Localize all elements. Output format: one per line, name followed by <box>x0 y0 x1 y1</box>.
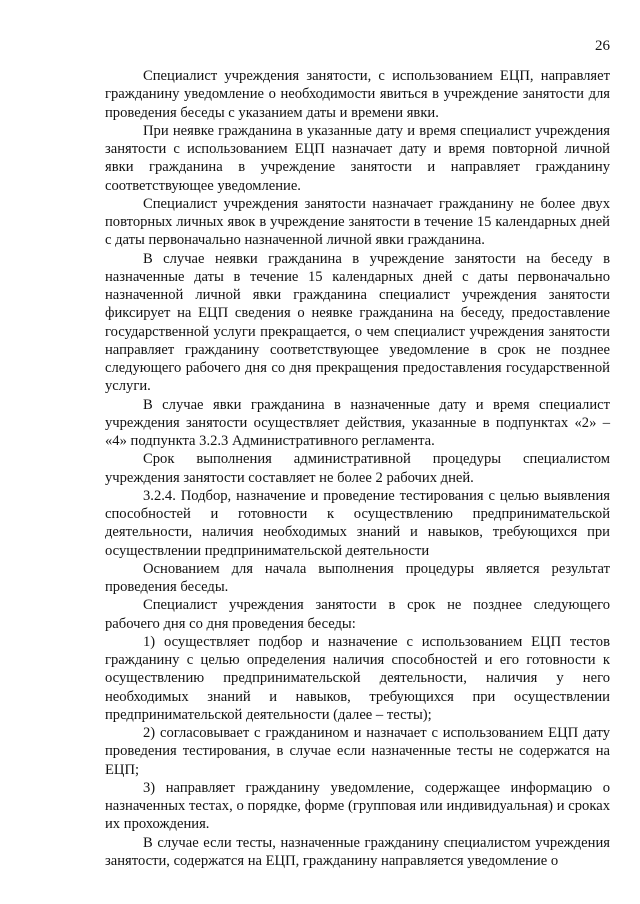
paragraph: Основанием для начала выполнения процедуры является результат проведения беседы. <box>105 560 610 595</box>
paragraph: В случае явки гражданина в назначенные дату и время специалист учреждения занятости осуществляет действия, указанные в подпунктах «2» – «4» подпункта 3.2.3 Административного регламента. <box>105 396 610 449</box>
paragraph: В случае если тесты, назначенные гражданину специалистом учреждения занятости, содержатся на ЕЦП, гражданину направляется уведомление о <box>105 834 610 869</box>
paragraph: В случае неявки гражданина в учреждение занятости на беседу в назначенные даты в течение 15 календарных дней с даты первоначально назначенной личной явки гражданина специалист учреждения занятости фиксирует на ЕЦП сведения о неявке гражданина на беседу, предоставление государственной услуги прекращается, о чем специалист учреждения занятости направляет гражданину соответствующее уведомление в срок не позднее следующего рабочего дня со дня прекращения предоставления государственной услуги. <box>105 250 610 395</box>
paragraph: Срок выполнения административной процедуры специалистом учреждения занятости составляет не более 2 рабочих дней. <box>105 451 610 486</box>
list-item: 2) согласовывает с гражданином и назначает с использованием ЕЦП дату проведения тестирования, в случае если назначенные тесты не содержатся на ЕЦП; <box>105 725 610 778</box>
page-number: 26 <box>595 38 610 54</box>
paragraph: Специалист учреждения занятости, с использованием ЕЦП, направляет гражданину уведомление о необходимости явиться в учреждение занятости для проведения беседы с указанием даты и времени явки. <box>105 68 610 121</box>
list-item: 3) направляет гражданину уведомление, содержащее информацию о назначенных тестах, о порядке, форме (групповая или индивидуальная) и сроках их прохождения. <box>105 779 610 833</box>
paragraph: При неявке гражданина в указанные дату и время специалист учреждения занятости с использованием ЕЦП назначает дату и время повторной личной явки гражданина в учреждение занятости и направляет гражданину соответствующее уведомление. <box>105 122 610 194</box>
document-body <box>105 67 610 870</box>
paragraph: Специалист учреждения занятости назначает гражданину не более двух повторных личных явок в учреждение занятости в течение 15 календарных дней с даты первоначально назначенной личной явки гражданина. <box>105 195 610 249</box>
paragraph: Специалист учреждения занятости в срок не позднее следующего рабочего дня со дня проведения беседы: <box>105 597 610 632</box>
section-heading-3-2-4: 3.2.4. Подбор, назначение и проведение тестирования с целью выявления способностей и готовности к осуществлению предпринимательской деятельности, наличия необходимых знаний и навыков, требующихся при осуществлении предпринимательской деятельности <box>105 487 610 559</box>
list-item: 1) осуществляет подбор и назначение с использованием ЕЦП тестов гражданину с целью определения наличия способностей и его готовности к осуществлению предпринимательской деятельности, наличия у него необходимых знаний и навыков, требующихся при осуществлении предпринимательской деятельности (далее – тесты); <box>105 633 610 723</box>
